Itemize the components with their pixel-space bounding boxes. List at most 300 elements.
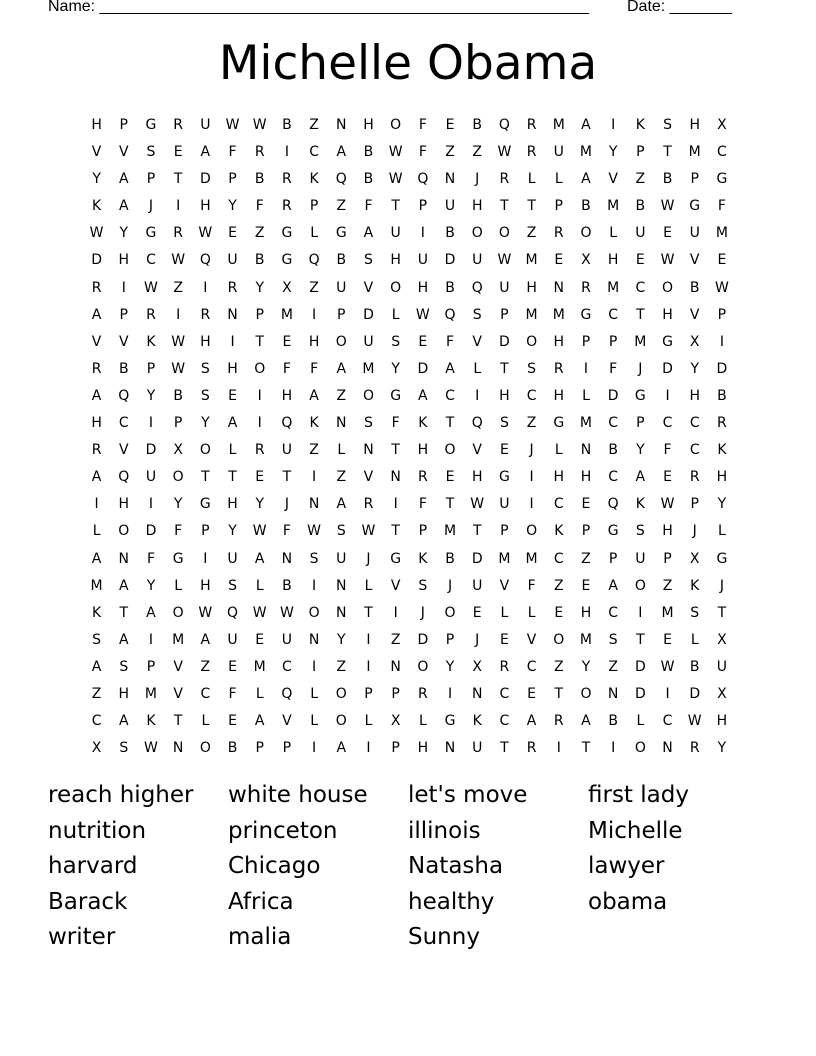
grid-letter: W: [660, 496, 675, 513]
grid-letter: N: [553, 279, 565, 296]
grid-letter: G: [634, 387, 646, 404]
grid-letter: L: [310, 713, 318, 730]
grid-letter: J: [475, 631, 480, 648]
grid-letter: V: [472, 442, 482, 459]
grid-letter: G: [662, 333, 673, 350]
grid-letter: F: [228, 144, 237, 161]
grid-letter: E: [228, 387, 237, 404]
grid-letter: V: [363, 279, 374, 296]
grid-letter: O: [335, 685, 347, 702]
grid-letter: W: [497, 144, 512, 161]
grid-letter: B: [336, 252, 347, 269]
grid-letter: E: [228, 713, 237, 730]
grid-letter: A: [200, 144, 211, 161]
grid-letter: O: [172, 604, 184, 621]
grid-letter: W: [198, 604, 213, 621]
grid-letter: U: [281, 442, 293, 459]
grid-letter: M: [552, 117, 565, 133]
grid-letter: X: [717, 117, 727, 133]
grid-letter: I: [475, 387, 480, 404]
grid-letter: A: [635, 469, 646, 486]
grid-letter: H: [200, 577, 211, 594]
grid-letter: S: [663, 117, 672, 133]
grid-letter: E: [255, 469, 265, 486]
grid-letter: O: [553, 631, 565, 648]
grid-letter: S: [635, 523, 645, 540]
grid-letter: Q: [471, 279, 483, 296]
grid-letter: J: [529, 442, 534, 459]
grid-letter: E: [173, 144, 183, 161]
grid-letter: Q: [281, 415, 293, 432]
grid-letter: U: [635, 550, 646, 567]
grid-letter: C: [662, 415, 673, 432]
grid-letter: C: [662, 713, 673, 730]
grid-letter: U: [499, 496, 510, 513]
grid-letter: W: [225, 117, 240, 133]
grid-letter: V: [118, 442, 129, 459]
grid-letter: L: [255, 577, 264, 594]
grid-letter: I: [366, 631, 371, 648]
grid-letter: A: [91, 306, 102, 323]
word-bank-item: malia: [228, 924, 292, 950]
grid-letter: C: [635, 279, 646, 296]
grid-letter: T: [554, 685, 564, 702]
grid-letter: V: [689, 252, 700, 269]
grid-letter: P: [391, 740, 400, 757]
grid-letter: L: [554, 442, 563, 459]
grid-letter: R: [254, 442, 265, 459]
grid-letter: L: [255, 685, 264, 702]
grid-letter: B: [662, 171, 673, 188]
grid-letter: R: [553, 713, 564, 730]
grid-letter: N: [308, 496, 320, 513]
grid-letter: I: [312, 306, 317, 323]
grid-letter: O: [526, 333, 538, 350]
grid-letter: I: [611, 117, 616, 133]
grid-letter: N: [444, 740, 456, 757]
grid-letter: Y: [337, 631, 346, 648]
grid-letter: H: [118, 252, 130, 269]
grid-letter: T: [500, 360, 509, 377]
grid-letter: M: [579, 631, 593, 648]
grid-letter: I: [176, 306, 181, 323]
word-bank-item: white house: [228, 782, 368, 808]
grid-letter: P: [608, 333, 618, 350]
grid-letter: I: [121, 279, 126, 296]
grid-letter: X: [91, 740, 102, 757]
grid-letter: U: [363, 333, 374, 350]
grid-letter: L: [609, 225, 618, 242]
grid-letter: H: [553, 333, 565, 350]
grid-letter: P: [581, 333, 591, 350]
grid-letter: R: [553, 360, 564, 377]
grid-letter: D: [634, 685, 646, 702]
grid-letter: P: [146, 171, 156, 188]
grid-letter: L: [554, 171, 563, 188]
grid-letter: G: [553, 415, 565, 432]
grid-letter: T: [119, 604, 129, 621]
grid-letter: P: [418, 523, 428, 540]
grid-letter: H: [118, 685, 130, 702]
grid-letter: J: [148, 198, 154, 215]
grid-letter: R: [146, 306, 156, 323]
grid-letter: Z: [336, 387, 347, 404]
grid-letter: Z: [553, 658, 564, 675]
grid-letter: N: [363, 442, 374, 459]
grid-letter: O: [580, 225, 592, 242]
grid-letter: L: [527, 604, 536, 621]
grid-letter: E: [445, 469, 455, 486]
grid-letter: O: [118, 523, 130, 540]
grid-letter: G: [716, 171, 728, 188]
grid-letter: C: [146, 252, 156, 269]
grid-letter: I: [203, 279, 208, 296]
grid-letter: M: [579, 144, 593, 161]
grid-letter: N: [444, 171, 456, 188]
grid-letter: X: [173, 442, 183, 459]
grid-letter: A: [91, 550, 102, 567]
grid-letter: L: [391, 306, 400, 323]
grid-letter: M: [607, 198, 620, 215]
grid-letter: K: [92, 604, 102, 621]
grid-letter: H: [716, 469, 728, 486]
grid-letter: N: [336, 117, 347, 133]
grid-letter: B: [445, 279, 455, 296]
grid-letter: Y: [717, 740, 727, 757]
grid-letter: I: [556, 740, 561, 757]
grid-letter: V: [118, 144, 129, 161]
grid-letter: Q: [118, 387, 130, 404]
grid-letter: H: [200, 333, 211, 350]
grid-letter: V: [390, 577, 401, 594]
grid-letter: B: [227, 740, 238, 757]
grid-letter: I: [393, 604, 398, 621]
grid-letter: I: [148, 631, 154, 648]
grid-letter: T: [636, 306, 645, 323]
grid-letter: E: [472, 604, 482, 621]
grid-letter: O: [634, 577, 646, 594]
grid-letter: Z: [336, 469, 347, 486]
grid-letter: B: [173, 387, 183, 404]
grid-letter: B: [472, 117, 483, 133]
grid-letter: I: [312, 577, 317, 594]
grid-letter: Q: [498, 117, 510, 133]
grid-letter: F: [364, 198, 373, 215]
grid-letter: G: [281, 225, 293, 242]
grid-letter: B: [635, 198, 646, 215]
grid-letter: N: [390, 469, 401, 486]
grid-letter: X: [717, 685, 727, 702]
grid-letter: Z: [336, 658, 347, 675]
grid-letter: D: [145, 442, 157, 459]
grid-letter: U: [145, 469, 157, 486]
name-field-label: Name: _______________________________________________________: [48, 0, 589, 15]
grid-letter: O: [634, 740, 646, 757]
grid-letter: M: [634, 333, 647, 350]
grid-letter: X: [472, 658, 483, 675]
grid-letter: L: [473, 360, 482, 377]
grid-letter: S: [608, 631, 618, 648]
grid-letter: S: [391, 333, 401, 350]
grid-letter: H: [417, 740, 429, 757]
grid-letter: F: [418, 144, 427, 161]
grid-letter: Y: [146, 387, 156, 404]
grid-letter: F: [418, 496, 427, 513]
grid-letter: A: [581, 171, 591, 188]
word-bank-item: writer: [48, 924, 116, 950]
grid-letter: X: [581, 252, 591, 269]
grid-letter: L: [364, 577, 373, 594]
word-bank-item: healthy: [408, 888, 495, 915]
grid-letter: X: [689, 333, 700, 350]
grid-letter: O: [498, 225, 510, 242]
grid-letter: T: [282, 469, 292, 486]
grid-letter: H: [662, 306, 673, 323]
grid-letter: M: [688, 144, 701, 161]
grid-letter: L: [690, 631, 699, 648]
grid-letter: I: [611, 740, 616, 757]
grid-letter: T: [472, 523, 482, 540]
grid-letter: R: [417, 469, 428, 486]
grid-letter: V: [91, 144, 102, 161]
grid-letter: A: [363, 225, 374, 242]
word-bank-item: nutrition: [48, 817, 147, 844]
grid-letter: O: [662, 279, 674, 296]
grid-letter: J: [420, 604, 425, 621]
grid-letter: Y: [608, 144, 618, 161]
grid-letter: I: [583, 360, 589, 377]
grid-letter: G: [199, 496, 211, 513]
word-bank: [48, 780, 768, 958]
grid-letter: B: [689, 279, 700, 296]
grid-letter: Y: [581, 658, 591, 675]
grid-letter: P: [173, 415, 183, 432]
grid-letter: D: [471, 550, 483, 567]
grid-letter: W: [388, 144, 403, 161]
grid-letter: N: [118, 550, 130, 567]
grid-letter: I: [420, 225, 425, 242]
grid-letter: P: [255, 306, 264, 323]
grid-letter: R: [526, 144, 537, 161]
grid-letter: U: [200, 117, 211, 133]
grid-letter: H: [607, 252, 619, 269]
grid-letter: M: [607, 279, 620, 296]
grid-letter: V: [282, 713, 292, 730]
grid-letter: L: [582, 387, 590, 404]
grid-letter: G: [716, 550, 728, 567]
grid-letter: K: [418, 415, 428, 432]
grid-letter: I: [312, 740, 317, 757]
grid-letter: R: [499, 658, 510, 675]
grid-letter: N: [662, 740, 673, 757]
grid-letter: H: [471, 198, 483, 215]
grid-letter: Q: [118, 469, 130, 486]
grid-letter: P: [554, 198, 563, 215]
grid-letter: R: [526, 117, 537, 133]
grid-letter: T: [581, 740, 591, 757]
grid-letter: B: [608, 713, 618, 730]
grid-letter: S: [364, 415, 373, 432]
grid-letter: O: [199, 740, 211, 757]
grid-letter: T: [445, 415, 455, 432]
grid-letter: H: [281, 387, 293, 404]
grid-letter: E: [499, 631, 509, 648]
grid-letter: Z: [472, 144, 483, 161]
grid-letter: S: [146, 144, 156, 161]
grid-letter: I: [638, 604, 643, 621]
grid-letter: T: [636, 631, 645, 648]
grid-letter: Y: [717, 496, 727, 513]
grid-letter: T: [500, 198, 509, 215]
grid-letter: T: [228, 469, 237, 486]
date-field-label: Date: _______: [627, 0, 732, 15]
grid-letter: Y: [391, 360, 400, 377]
grid-letter: Y: [146, 577, 156, 594]
grid-letter: I: [94, 496, 99, 513]
grid-letter: F: [663, 442, 672, 459]
grid-letter: G: [145, 225, 157, 242]
grid-letter: P: [309, 198, 319, 215]
grid-letter: E: [581, 577, 591, 594]
grid-letter: M: [362, 360, 375, 377]
grid-letter: O: [335, 713, 347, 730]
grid-letter: S: [92, 631, 102, 648]
grid-letter: I: [176, 198, 181, 215]
grid-letter: N: [390, 658, 401, 675]
grid-letter: Z: [526, 225, 537, 242]
grid-letter: G: [498, 469, 510, 486]
grid-letter: F: [282, 523, 291, 540]
grid-letter: S: [472, 306, 482, 323]
grid-letter: U: [472, 740, 483, 757]
grid-letter: Z: [662, 577, 673, 594]
grid-letter: C: [553, 496, 564, 513]
grid-letter: Y: [228, 523, 237, 540]
grid-letter: C: [717, 144, 727, 161]
word-bank-item: harvard: [48, 853, 138, 879]
page-title: Michelle Obama: [218, 36, 598, 91]
grid-letter: X: [717, 631, 727, 648]
grid-letter: A: [254, 713, 265, 730]
grid-letter: G: [145, 117, 157, 133]
grid-letter: S: [499, 415, 509, 432]
grid-letter: I: [230, 333, 235, 350]
grid-letter: U: [281, 631, 293, 648]
grid-letter: N: [607, 685, 619, 702]
grid-letter: V: [472, 333, 482, 350]
grid-letter: A: [608, 577, 618, 594]
grid-letter: A: [336, 144, 347, 161]
grid-letter: H: [580, 469, 592, 486]
grid-letter: W: [361, 523, 376, 540]
grid-letter: J: [366, 550, 371, 567]
grid-letter: V: [608, 171, 618, 188]
grid-letter: I: [312, 469, 317, 486]
grid-letter: P: [636, 144, 645, 161]
grid-letter: V: [91, 333, 102, 350]
grid-letter: U: [716, 658, 728, 675]
grid-letter: H: [689, 117, 700, 133]
grid-letter: D: [145, 523, 157, 540]
grid-letter: D: [417, 360, 429, 377]
grid-letter: F: [255, 198, 264, 215]
grid-letter: P: [364, 685, 373, 702]
grid-letter: L: [500, 604, 509, 621]
grid-letter: I: [447, 685, 453, 702]
grid-letter: W: [89, 225, 104, 242]
grid-letter: P: [391, 685, 400, 702]
grid-letter: W: [279, 604, 294, 621]
grid-letter: E: [527, 685, 537, 702]
grid-letter: N: [580, 442, 592, 459]
grid-letter: K: [554, 523, 564, 540]
grid-letter: K: [635, 117, 645, 133]
grid-letter: R: [173, 117, 184, 133]
word-bank-item: lawyer: [588, 853, 665, 879]
grid-letter: W: [660, 252, 675, 269]
grid-letter: M: [172, 631, 185, 648]
grid-letter: H: [662, 523, 673, 540]
grid-letter: E: [635, 252, 645, 269]
grid-letter: K: [92, 198, 102, 215]
grid-letter: W: [415, 306, 430, 323]
grid-letter: Z: [390, 631, 401, 648]
grid-letter: U: [336, 279, 347, 296]
grid-letter: H: [417, 442, 429, 459]
grid-letter: Y: [228, 198, 237, 215]
grid-letter: M: [498, 550, 511, 567]
grid-letter: P: [146, 658, 156, 675]
grid-letter: O: [444, 442, 456, 459]
grid-letter: I: [203, 550, 208, 567]
grid-letter: Q: [308, 252, 320, 269]
grid-letter: N: [336, 604, 347, 621]
grid-letter: N: [336, 577, 347, 594]
grid-letter: I: [284, 144, 289, 161]
grid-letter: U: [472, 577, 483, 594]
grid-letter: P: [581, 523, 591, 540]
grid-letter: C: [608, 604, 619, 621]
grid-letter: R: [254, 144, 265, 161]
grid-letter: Z: [553, 577, 564, 594]
grid-letter: S: [309, 550, 319, 567]
grid-letter: G: [335, 225, 347, 242]
grid-letter: R: [581, 279, 591, 296]
grid-letter: A: [254, 550, 265, 567]
grid-letter: E: [282, 333, 292, 350]
grid-letter: A: [336, 496, 347, 513]
grid-letter: B: [363, 171, 374, 188]
grid-letter: P: [282, 740, 292, 757]
word-bank-item: let's move: [408, 782, 528, 808]
grid-letter: S: [364, 252, 373, 269]
grid-letter: E: [717, 252, 727, 269]
grid-letter: M: [443, 523, 457, 540]
grid-letter: A: [336, 740, 347, 757]
grid-letter: S: [200, 387, 210, 404]
grid-letter: E: [554, 252, 564, 269]
grid-letter: A: [118, 577, 129, 594]
grid-letter: R: [282, 171, 292, 188]
grid-letter: Z: [254, 225, 265, 242]
grid-letter: V: [118, 333, 129, 350]
grid-letter: O: [308, 604, 320, 621]
grid-letter: X: [390, 713, 401, 730]
grid-letter: D: [363, 306, 374, 323]
grid-letter: M: [525, 306, 538, 323]
grid-letter: V: [689, 306, 700, 323]
grid-letter: H: [200, 198, 211, 215]
